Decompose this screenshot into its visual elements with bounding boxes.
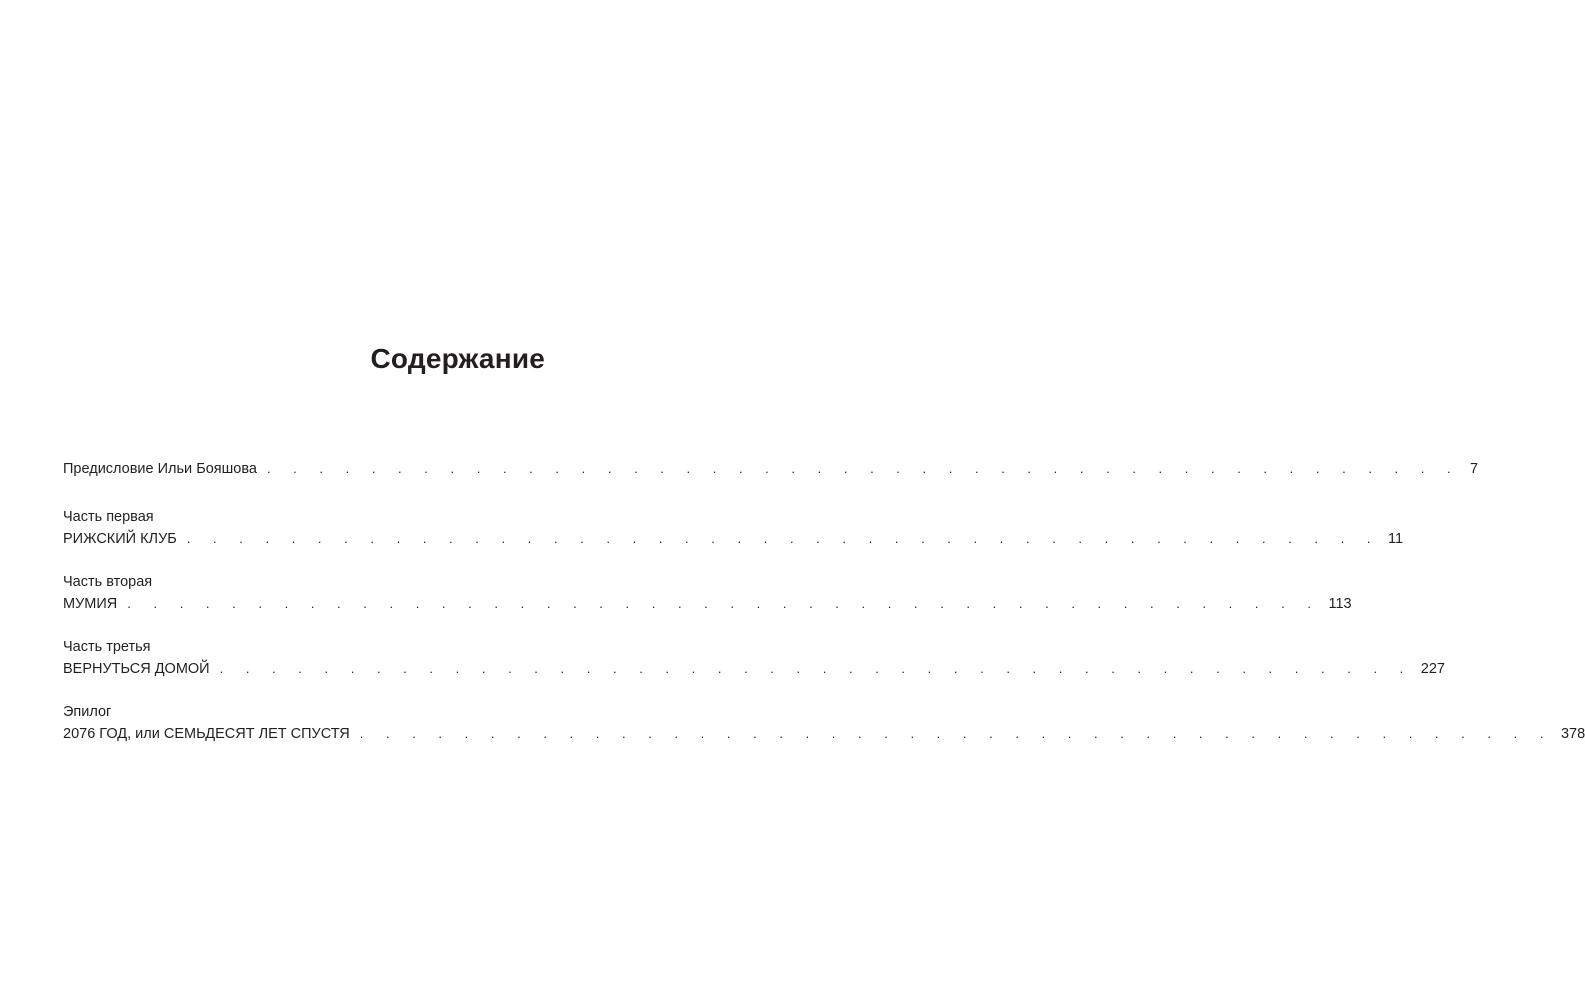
toc-entry-page: 227 xyxy=(1420,661,1445,677)
dot-leader: . . . . . . . . . . . . . . . . . . . . . . . . . . . . . . . . . . . . . . . . . . . . . . xyxy=(127,596,1321,611)
dot-leader: . . . . . . . . . . . . . . . . . . . . . . . . . . . . . . . . . . . . . . . . . . . . . . xyxy=(219,661,1413,676)
toc-entry-preface xyxy=(63,458,1479,480)
toc-entry-title: 2076 ГОД, или СЕМЬДЕСЯТ ЛЕТ СПУСТЯ xyxy=(63,726,350,742)
toc-line xyxy=(63,658,1445,680)
toc-line xyxy=(63,458,1479,480)
toc-part-label: Часть третья xyxy=(63,639,151,655)
toc-entry-page: 7 xyxy=(1470,461,1479,477)
toc-entry-page: 113 xyxy=(1328,596,1352,612)
toc-entry-page: 11 xyxy=(1388,531,1404,547)
toc-entry-part-2 xyxy=(63,571,1352,615)
dot-leader: . . . . . . . . . . . . . . . . . . . . . . . . . . . . . . . . . . . . . . . . . . . . . . xyxy=(186,531,1380,546)
toc-part-label: Эпилог xyxy=(63,704,112,720)
toc-part-label: Часть первая xyxy=(63,509,154,525)
toc-entry-epilogue xyxy=(63,701,1585,745)
toc-entry-part-3 xyxy=(63,636,1445,680)
toc-line xyxy=(63,528,1404,550)
toc-part-label: Часть вторая xyxy=(63,574,153,590)
toc-entry-title: Предисловие Ильи Бояшова xyxy=(63,461,257,477)
toc-entry-title: РИЖСКИЙ КЛУБ xyxy=(63,531,177,547)
dot-leader: . . . . . . . . . . . . . . . . . . . . . . . . . . . . . . . . . . . . . . . . . . . . . . xyxy=(359,726,1553,741)
toc-line xyxy=(63,723,1585,745)
toc-entry-title: МУМИЯ xyxy=(63,596,118,612)
toc-line xyxy=(63,593,1352,615)
toc-entry-part-1 xyxy=(63,506,1404,550)
page-title: Содержание xyxy=(370,343,545,374)
toc-entry-page: 378 xyxy=(1560,726,1585,742)
dot-leader: . . . . . . . . . . . . . . . . . . . . . . . . . . . . . . . . . . . . . . . . . . . . . . xyxy=(266,461,1461,476)
toc-entry-title: ВЕРНУТЬСЯ ДОМОЙ xyxy=(63,661,210,677)
